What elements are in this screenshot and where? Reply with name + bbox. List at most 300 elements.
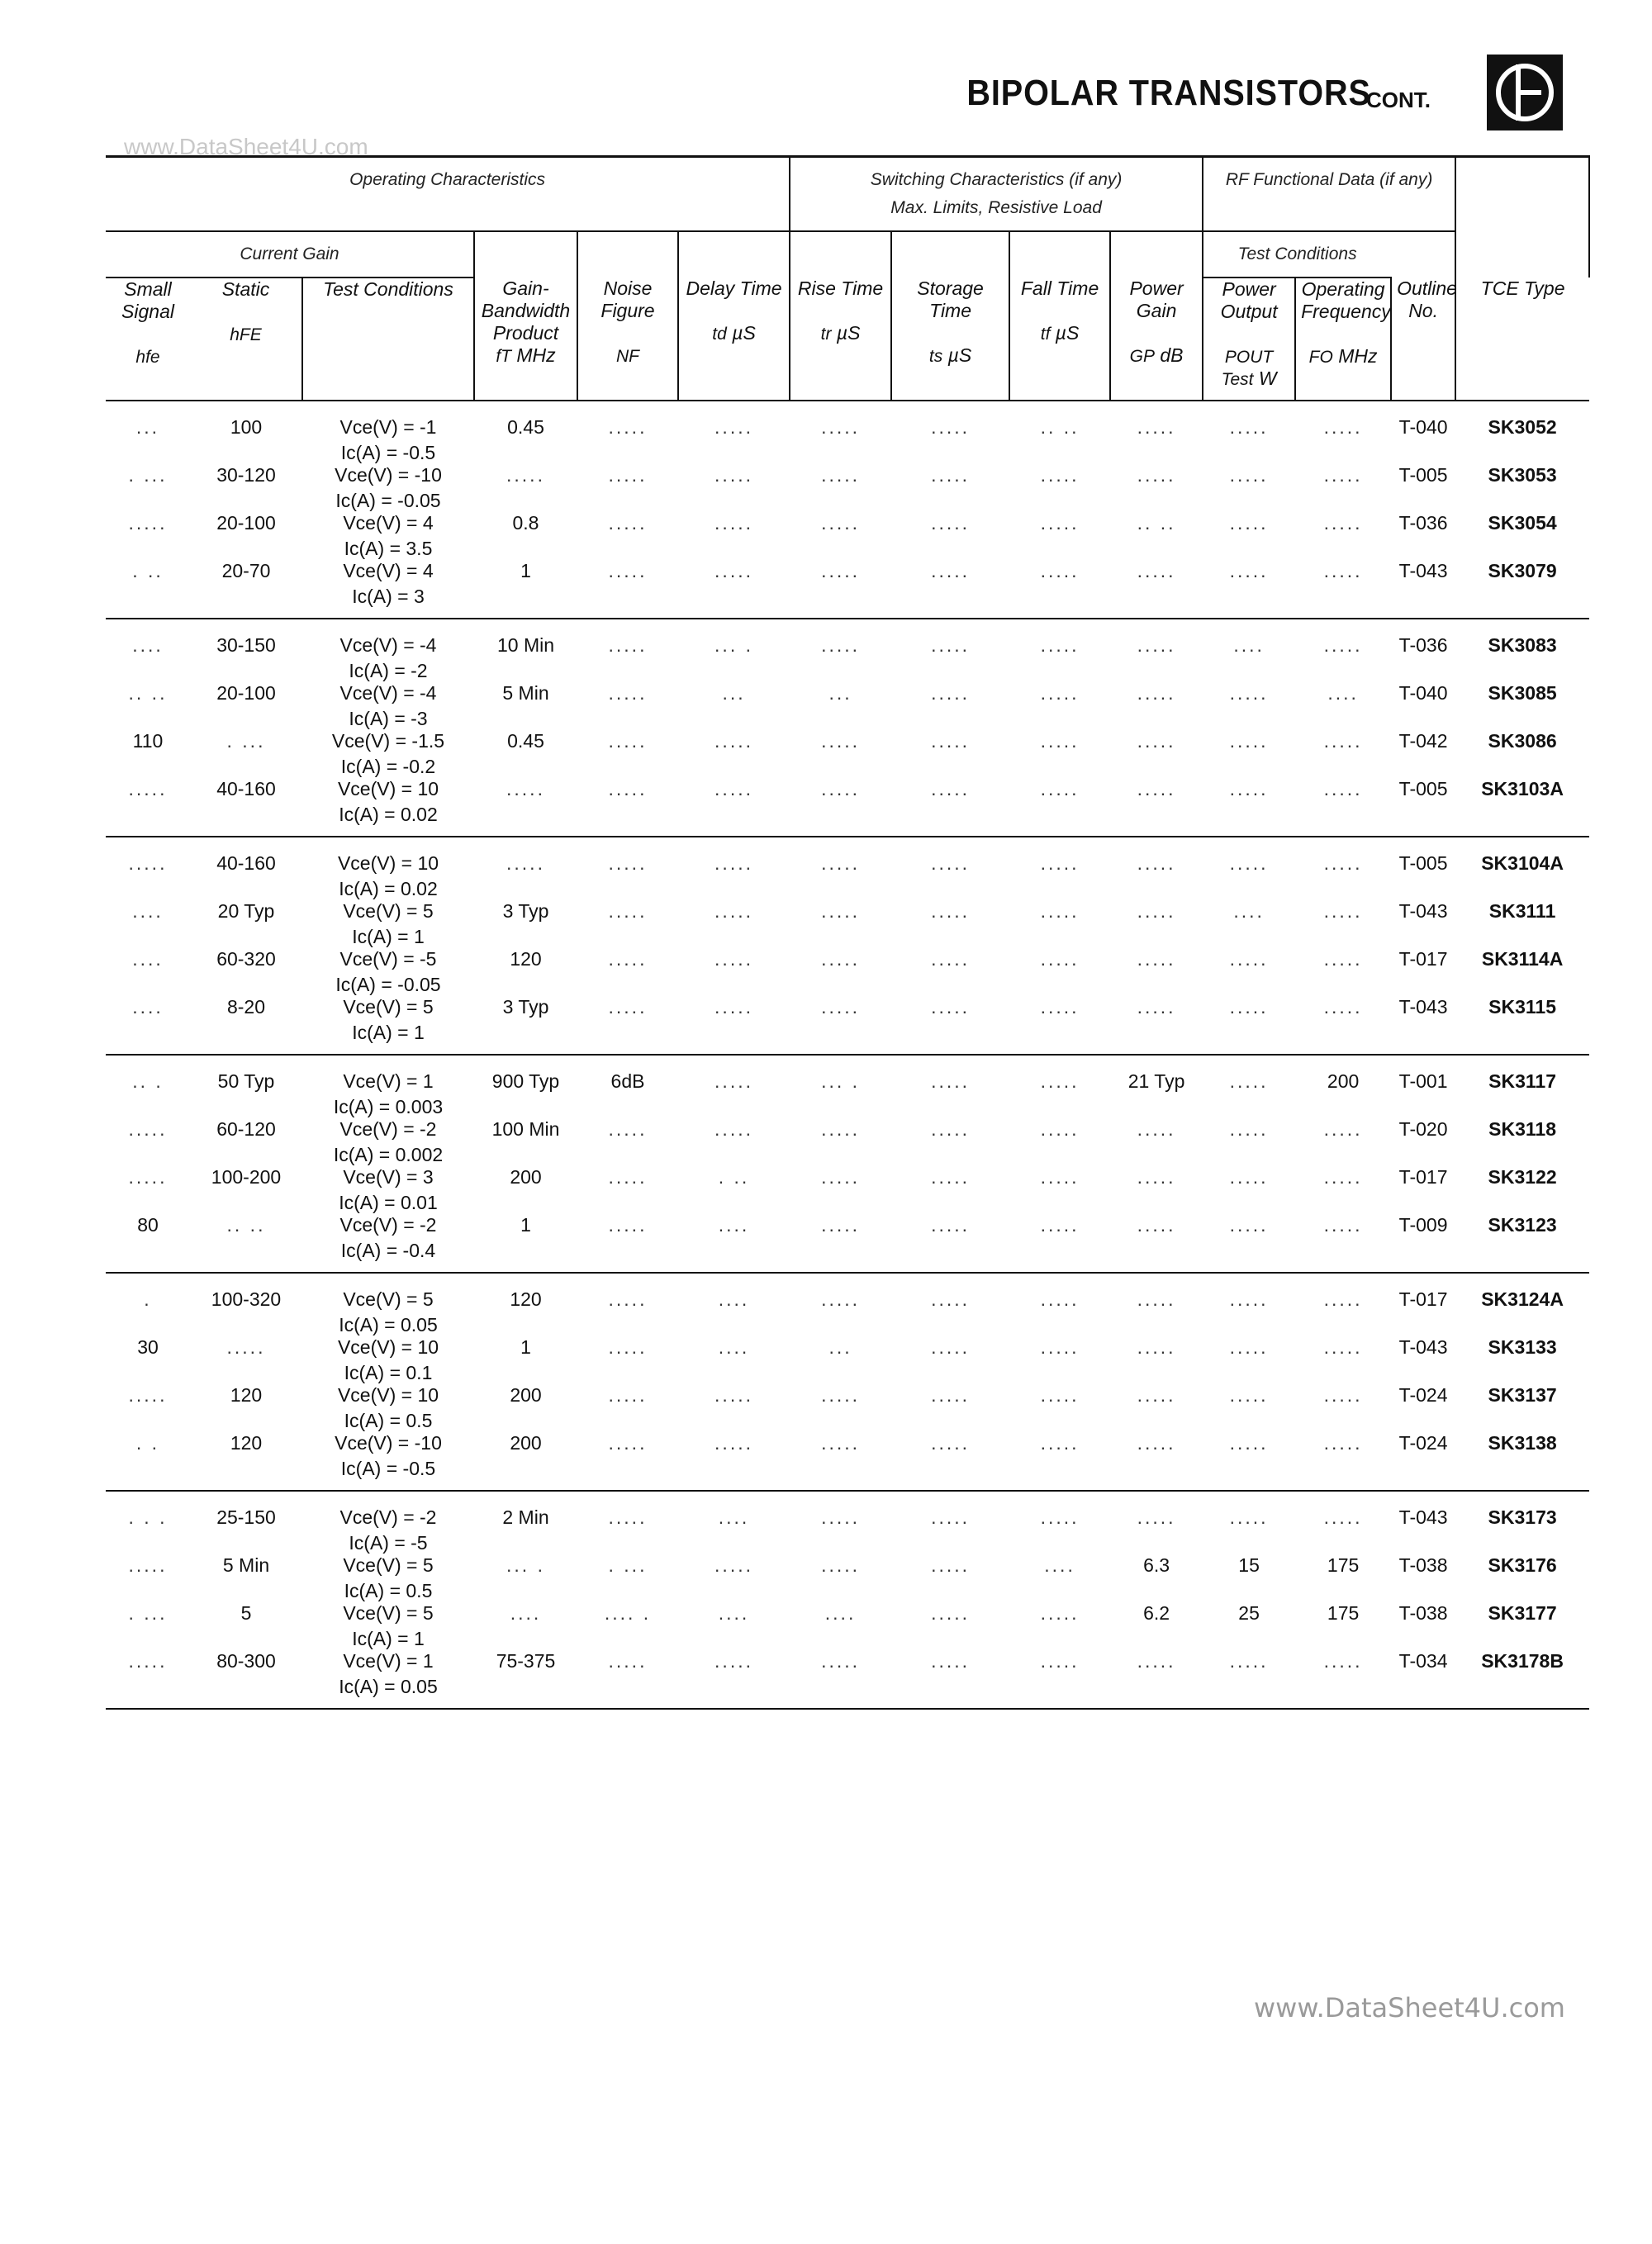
small-cell: . [144, 1288, 152, 1310]
gp-cell: ..... [1137, 900, 1176, 922]
td-cell: ..... [714, 416, 753, 438]
col-gbw-label: Gain-Bandwidth Product [481, 278, 571, 344]
test-conditions-cell [302, 560, 474, 619]
tce-logo-icon [1487, 55, 1563, 130]
fo-cell: ..... [1295, 996, 1391, 1055]
pout-cell: ..... [1203, 1650, 1295, 1709]
gp-cell: ..... [1110, 1432, 1203, 1491]
type-cell: SK3138 [1455, 1432, 1589, 1491]
nf-cell: ..... [608, 948, 648, 970]
fo-cell: ..... [1295, 1650, 1391, 1709]
small-cell: 80 [106, 1214, 190, 1273]
tr-cell: ... [828, 1336, 852, 1358]
test-conditions-cell [302, 619, 474, 682]
small-cell: ..... [128, 852, 168, 874]
sym-ft: fT [496, 347, 511, 366]
tr-cell: ..... [821, 416, 861, 438]
ic-value: Ic(A) = 0.05 [339, 1314, 438, 1335]
outline-cell: T-005 [1398, 852, 1448, 874]
tr-cell: ..... [821, 852, 861, 874]
col-rise [790, 278, 891, 401]
tf-cell: ..... [1040, 1602, 1080, 1624]
vce-value: Vce(V) = 5 [343, 1288, 434, 1310]
table-row [106, 778, 1589, 837]
unit-tf: µS [1055, 322, 1080, 344]
td-cell: ... . [714, 634, 753, 656]
ft-cell: 0.45 [507, 730, 544, 752]
table-row [106, 1166, 1589, 1214]
test-conditions-cell [302, 996, 474, 1055]
gp-cell: ..... [1137, 948, 1176, 970]
ic-value: Ic(A) = 0.02 [339, 878, 438, 899]
type-cell: SK3124A [1481, 1288, 1564, 1310]
col-small-signal [106, 278, 190, 401]
vce-value: Vce(V) = -4 [339, 634, 437, 656]
col-op-freq-label: Operating Frequency [1301, 278, 1391, 322]
sym-nf: NF [616, 347, 639, 366]
tr-cell: ..... [821, 1506, 861, 1528]
vce-value: Vce(V) = 10 [337, 778, 439, 799]
fo-cell: ..... [1323, 852, 1363, 874]
gp-cell: ..... [1137, 1506, 1176, 1528]
outline-cell: T-043 [1391, 996, 1455, 1055]
pout-cell: ..... [1229, 1288, 1269, 1310]
tf-cell: ..... [1009, 996, 1110, 1055]
table-row [106, 1214, 1589, 1273]
ft-cell: 0.45 [507, 416, 544, 438]
fo-cell: ..... [1323, 1336, 1363, 1358]
nf-cell: ..... [608, 634, 648, 656]
sym-td: td [712, 325, 727, 344]
unit-ts: µS [947, 344, 972, 366]
static-cell: 8-20 [190, 996, 302, 1055]
col-power-output [1203, 278, 1295, 401]
ft-cell: 200 [474, 1432, 577, 1491]
ts-cell: ..... [891, 1650, 1009, 1709]
ts-cell: ..... [891, 996, 1009, 1055]
type-cell: SK3103A [1455, 778, 1589, 837]
ic-value: Ic(A) = -5 [349, 1532, 428, 1554]
watermark-top: www.DataSheet4U.com [124, 134, 368, 159]
vce-value: Vce(V) = -2 [339, 1214, 437, 1236]
test-conditions-cell [302, 1384, 474, 1432]
tf-cell: ..... [1040, 1118, 1080, 1140]
tr-cell: ..... [821, 900, 861, 922]
tf-cell: ..... [1009, 560, 1110, 619]
tr-cell: .... [824, 1602, 857, 1624]
outline-cell: T-009 [1391, 1214, 1455, 1273]
pout-cell: ..... [1229, 416, 1269, 438]
type-cell: SK3053 [1488, 464, 1557, 486]
nf-cell: ..... [577, 996, 678, 1055]
table-row [106, 1055, 1589, 1118]
pout-cell: ..... [1229, 1166, 1269, 1188]
ic-value: Ic(A) = 0.003 [333, 1096, 444, 1117]
small-cell: ..... [128, 1384, 168, 1406]
ic-value: Ic(A) = 0.1 [344, 1362, 433, 1383]
ft-cell: 1 [520, 1336, 531, 1358]
static-cell: 120 [190, 1432, 302, 1491]
ft-cell: ..... [506, 852, 545, 874]
fo-cell: ..... [1295, 1432, 1391, 1491]
ts-cell: ..... [891, 1214, 1009, 1273]
ts-cell: ..... [931, 852, 971, 874]
ts-cell: ..... [931, 634, 971, 656]
gp-cell: ..... [1137, 682, 1176, 704]
static-cell: ..... [226, 1336, 266, 1358]
gp-cell: ..... [1110, 1650, 1203, 1709]
header-gbw-spacer [474, 231, 577, 278]
outline-cell: T-024 [1391, 1432, 1455, 1491]
type-cell: SK3177 [1488, 1602, 1557, 1624]
fo-cell: ..... [1323, 1166, 1363, 1188]
ft-cell: 75-375 [474, 1650, 577, 1709]
ft-cell: 0.8 [512, 512, 539, 534]
small-cell: .... [132, 948, 164, 970]
fo-cell: ..... [1323, 1384, 1363, 1406]
unit-ft: MHz [516, 344, 556, 366]
gp-cell: ..... [1137, 464, 1176, 486]
static-cell: 5 [240, 1602, 252, 1624]
col-static-label: Static [221, 278, 270, 300]
gp-cell: ..... [1110, 1214, 1203, 1273]
ic-value: Ic(A) = 0.5 [344, 1410, 433, 1431]
ic-value: Ic(A) = 1 [352, 1628, 425, 1649]
nf-cell: ..... [608, 1336, 648, 1358]
ft-cell: 900 Typ [491, 1070, 560, 1092]
outline-cell: T-020 [1398, 1118, 1448, 1140]
fo-cell: ..... [1323, 1506, 1363, 1528]
small-cell: . .. [106, 560, 190, 619]
tr-cell: ..... [821, 948, 861, 970]
type-cell: SK3178B [1455, 1650, 1589, 1709]
table-row [106, 1650, 1589, 1709]
table-row [106, 1118, 1589, 1166]
static-cell: 100-320 [211, 1288, 282, 1310]
col-fall-label: Fall Time [1020, 278, 1099, 299]
tf-cell: ..... [1040, 1070, 1080, 1092]
type-cell: SK3115 [1455, 996, 1589, 1055]
ts-cell: ..... [931, 1554, 971, 1576]
td-cell: ..... [714, 900, 753, 922]
ic-value: Ic(A) = 0.5 [344, 1580, 433, 1601]
small-cell: . ... [128, 1602, 168, 1624]
ts-cell: ..... [931, 1602, 971, 1624]
gp-cell: ..... [1137, 416, 1176, 438]
nf-cell: ..... [608, 464, 648, 486]
outline-cell: T-040 [1398, 416, 1448, 438]
outline-cell: T-043 [1391, 560, 1455, 619]
ft-cell: 200 [510, 1384, 542, 1406]
static-cell: 80-300 [190, 1650, 302, 1709]
outline-cell: T-038 [1398, 1554, 1448, 1576]
table-row [106, 948, 1589, 996]
vce-value: Vce(V) = 5 [343, 1602, 434, 1624]
pout-cell: ..... [1229, 1118, 1269, 1140]
fo-cell: 175 [1327, 1554, 1360, 1576]
outline-cell: T-043 [1398, 1506, 1448, 1528]
table-row [106, 1432, 1589, 1491]
pout-cell: 25 [1238, 1602, 1260, 1624]
test-conditions-cell [302, 1166, 474, 1214]
ts-cell: ..... [891, 778, 1009, 837]
ic-value: Ic(A) = -3 [349, 708, 428, 729]
vce-value: Vce(V) = 10 [337, 1336, 439, 1358]
unit-tr: µS [836, 322, 861, 344]
nf-cell: ..... [608, 1384, 648, 1406]
vce-value: Vce(V) = 5 [343, 1554, 434, 1576]
td-cell: . .. [718, 1166, 750, 1188]
gp-cell: ..... [1137, 730, 1176, 752]
outline-cell: T-043 [1398, 1336, 1448, 1358]
gp-cell: ..... [1110, 560, 1203, 619]
header-switching [790, 157, 1203, 232]
vce-value: Vce(V) = 5 [343, 996, 434, 1018]
table-row [106, 401, 1589, 464]
test-conditions-cell [302, 900, 474, 948]
fo-cell: ..... [1323, 730, 1363, 752]
ic-value: Ic(A) = -0.05 [335, 490, 441, 511]
sym-hfe: hFE [230, 325, 262, 344]
nf-cell: .... . [604, 1602, 652, 1624]
outline-cell: T-042 [1398, 730, 1448, 752]
td-cell: .... [718, 1506, 750, 1528]
tr-cell: ..... [790, 560, 891, 619]
tf-cell: ..... [1009, 1432, 1110, 1491]
ft-cell: 3 Typ [474, 996, 577, 1055]
table-row [106, 1554, 1589, 1602]
header-outline-spacer [1455, 157, 1589, 278]
header-operating: Operating Characteristics [106, 157, 790, 232]
ic-value: Ic(A) = -0.5 [340, 1458, 436, 1479]
nf-cell: ..... [577, 1214, 678, 1273]
fo-cell: ..... [1323, 1288, 1363, 1310]
tf-cell: ..... [1040, 682, 1080, 704]
td-cell: ..... [714, 1554, 753, 1576]
ts-cell: ..... [931, 682, 971, 704]
test-conditions-cell [302, 778, 474, 837]
static-cell: 5 Min [222, 1554, 270, 1576]
outline-cell: T-036 [1398, 512, 1448, 534]
static-cell: 30-150 [216, 634, 276, 656]
tr-cell: ..... [821, 1384, 861, 1406]
static-cell: 40-160 [190, 778, 302, 837]
col-noise [577, 278, 678, 401]
col-noise-label: Noise Figure [601, 278, 655, 321]
td-cell: ..... [714, 730, 753, 752]
table-row [106, 730, 1589, 778]
gp-cell: .. .. [1137, 512, 1176, 534]
test-conditions-cell [302, 1214, 474, 1273]
outline-cell: T-024 [1398, 1384, 1448, 1406]
fo-cell: ..... [1323, 512, 1363, 534]
test-conditions-cell [302, 512, 474, 560]
type-cell: SK3173 [1488, 1506, 1557, 1528]
ft-cell: 5 Min [502, 682, 549, 704]
tf-cell: ..... [1009, 1214, 1110, 1273]
tf-cell: ..... [1040, 634, 1080, 656]
vce-value: Vce(V) = 3 [343, 1166, 434, 1188]
sym-pout: POUT Test [1221, 348, 1274, 389]
vce-value: Vce(V) = 10 [337, 1384, 439, 1406]
type-cell: SK3085 [1488, 682, 1557, 704]
td-cell: ..... [714, 512, 753, 534]
gp-cell: ..... [1137, 634, 1176, 656]
gp-cell: 6.2 [1143, 1602, 1170, 1624]
td-cell: ..... [678, 778, 790, 837]
nf-cell: ..... [577, 1432, 678, 1491]
col-delay [678, 278, 790, 401]
static-cell: 60-120 [216, 1118, 276, 1140]
header-rf: RF Functional Data (if any) [1203, 157, 1455, 232]
pout-cell: ..... [1229, 730, 1269, 752]
col-storage-label: Storage Time [917, 278, 984, 321]
gp-cell: 6.3 [1143, 1554, 1170, 1576]
ts-cell: ..... [931, 1506, 971, 1528]
nf-cell: 6dB [610, 1070, 645, 1092]
tf-cell: ..... [1040, 852, 1080, 874]
tr-cell: ..... [790, 1432, 891, 1491]
small-cell: .. .. [128, 682, 168, 704]
col-power-gain-label: Power Gain [1129, 278, 1184, 321]
small-cell: ..... [128, 512, 168, 534]
table-row [106, 682, 1589, 730]
type-cell: SK3176 [1488, 1554, 1557, 1576]
small-cell: ..... [128, 1166, 168, 1188]
pout-cell: ..... [1203, 560, 1295, 619]
table-row [106, 1384, 1589, 1432]
td-cell: ..... [678, 560, 790, 619]
unit-pout: W [1258, 368, 1277, 389]
outline-cell: T-036 [1398, 634, 1448, 656]
tf-cell: ..... [1040, 1166, 1080, 1188]
sym-hfe-small: hfe [135, 348, 160, 367]
test-conditions-cell [302, 464, 474, 512]
pout-cell: .... [1233, 634, 1265, 656]
vce-value: Vce(V) = -2 [339, 1118, 437, 1140]
small-cell: 30 [137, 1336, 159, 1358]
static-cell: 20-70 [190, 560, 302, 619]
ft-cell: .... [510, 1602, 542, 1624]
static-cell: 25-150 [216, 1506, 276, 1528]
tr-cell: ..... [821, 512, 861, 534]
test-conditions-cell [302, 682, 474, 730]
ic-value: Ic(A) = 0.01 [339, 1192, 438, 1213]
col-fall [1009, 278, 1110, 401]
td-cell: .... [718, 1288, 750, 1310]
fo-cell: ..... [1323, 1118, 1363, 1140]
vce-value: Vce(V) = -10 [335, 1432, 442, 1454]
ft-cell: 1 [474, 560, 577, 619]
continued-label: CONT. [1366, 88, 1431, 112]
type-cell: SK3117 [1488, 1070, 1557, 1092]
gp-cell: ..... [1110, 996, 1203, 1055]
tr-cell: ..... [790, 1650, 891, 1709]
small-cell: ... [135, 416, 160, 438]
transistor-spec-table [106, 155, 1589, 1710]
gp-cell: ..... [1137, 1384, 1176, 1406]
ts-cell: ..... [931, 1384, 971, 1406]
static-cell: . ... [226, 730, 266, 752]
ic-value: Ic(A) = -0.05 [335, 974, 441, 995]
col-outline [1391, 278, 1455, 401]
tr-cell: ..... [821, 1288, 861, 1310]
vce-value: Vce(V) = -10 [335, 464, 442, 486]
col-rise-label: Rise Time [797, 278, 884, 299]
pout-cell: ..... [1203, 1432, 1295, 1491]
static-cell: 20-100 [216, 512, 276, 534]
page-title: BIPOLAR TRANSISTORS [966, 73, 1371, 113]
table-row [106, 464, 1589, 512]
pout-cell: ..... [1229, 464, 1269, 486]
header-current-gain: Current Gain [106, 231, 474, 278]
type-cell: SK3083 [1488, 634, 1557, 656]
tf-cell: ..... [1040, 512, 1080, 534]
ft-cell: ... . [506, 1554, 545, 1576]
vce-value: Vce(V) = -2 [339, 1506, 437, 1528]
pout-cell: ..... [1229, 1336, 1269, 1358]
type-cell: SK3118 [1488, 1118, 1557, 1140]
nf-cell: ..... [608, 416, 648, 438]
small-cell: 110 [132, 730, 164, 752]
ts-cell: ..... [891, 1432, 1009, 1491]
ts-cell: ..... [891, 560, 1009, 619]
gp-cell: ..... [1137, 1288, 1176, 1310]
outline-cell: T-005 [1391, 778, 1455, 837]
unit-gp: dB [1160, 344, 1184, 366]
fo-cell: ..... [1323, 948, 1363, 970]
pout-cell: ..... [1229, 1070, 1269, 1092]
td-cell: .... [678, 1214, 790, 1273]
table-row [106, 1491, 1589, 1554]
outline-cell: T-017 [1398, 1166, 1448, 1188]
nf-cell: ..... [608, 1506, 648, 1528]
fo-cell: 200 [1327, 1070, 1360, 1092]
td-cell: .... [718, 1336, 750, 1358]
gp-cell: ..... [1137, 1166, 1176, 1188]
test-conditions-cell [302, 837, 474, 900]
small-cell: .... [106, 996, 190, 1055]
tf-cell: ..... [1040, 900, 1080, 922]
ft-cell: 1 [474, 1214, 577, 1273]
vce-value: Vce(V) = 4 [343, 560, 434, 581]
type-cell: SK3111 [1488, 900, 1556, 922]
header-delay-spacer [678, 231, 790, 278]
ts-cell: ..... [931, 1118, 971, 1140]
test-conditions-cell [302, 1336, 474, 1384]
nf-cell: . ... [608, 1554, 648, 1576]
nf-cell: ..... [577, 1650, 678, 1709]
fo-cell: ..... [1323, 464, 1363, 486]
fo-cell: ..... [1323, 416, 1363, 438]
tr-cell: ... . [821, 1070, 861, 1092]
test-conditions-cell [302, 730, 474, 778]
col-power-gain [1110, 278, 1203, 401]
pout-cell: ..... [1229, 1506, 1269, 1528]
tr-cell: ..... [821, 730, 861, 752]
outline-cell: T-034 [1391, 1650, 1455, 1709]
tf-cell: ..... [1040, 464, 1080, 486]
pout-cell: ..... [1229, 1384, 1269, 1406]
test-conditions-cell [302, 1602, 474, 1650]
td-cell: ..... [714, 1070, 753, 1092]
tr-cell: ..... [821, 464, 861, 486]
outline-cell: T-005 [1398, 464, 1448, 486]
header-noise-spacer [577, 231, 678, 278]
test-conditions-cell [302, 948, 474, 996]
sym-gp: GP [1129, 347, 1155, 366]
tr-cell: ..... [821, 1554, 861, 1576]
